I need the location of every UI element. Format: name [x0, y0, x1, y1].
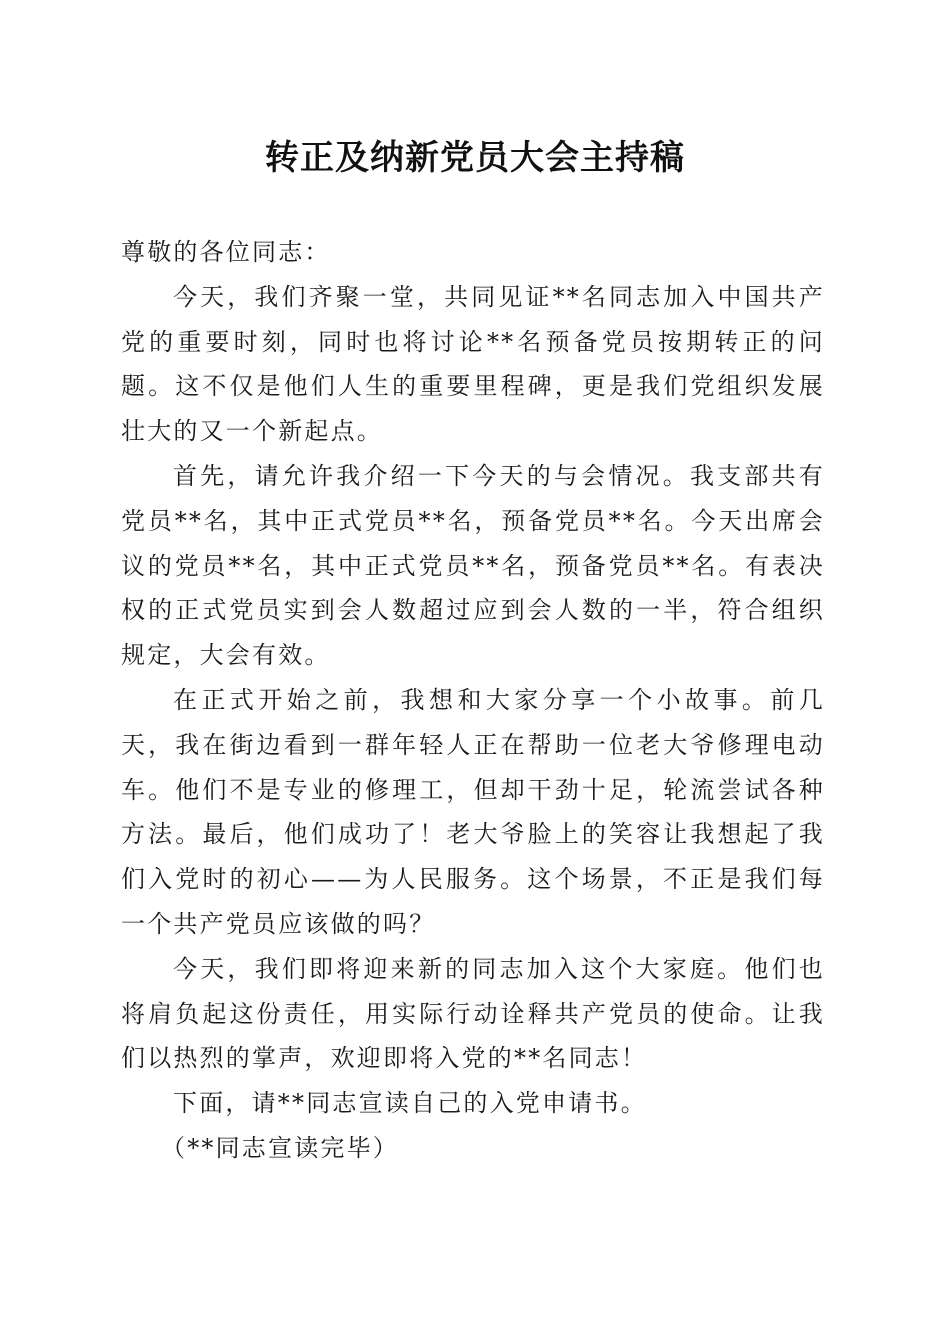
salutation: 尊敬的各位同志： — [121, 238, 331, 266]
paragraph-welcome: 今天，我们即将迎来新的同志加入这个大家庭。他们也将肩负起这份责任，用实际行动诠释共产党员的使命。让我们以热烈的掌声，欢迎即将入党的**名同志！ — [121, 954, 825, 1073]
paragraph-attendance: 首先，请允许我介绍一下今天的与会情况。我支部共有党员**名，其中正式党员**名，预备党员**名。今天出席会议的党员**名，其中正式党员**名，预备党员**名。有表决权的正式党员实到会人数超过应到会人数的一半，符合组织规定，大会有效。 — [121, 461, 825, 670]
document-body — [121, 230, 825, 1171]
paragraph-stage-note: （**同志宣读完毕） — [161, 1133, 399, 1162]
paragraph-next-step: 下面，请**同志宣读自己的入党申请书。 — [173, 1089, 647, 1118]
paragraph-story: 在正式开始之前，我想和大家分享一个小故事。前几天，我在街边看到一群年轻人正在帮助一位老大爷修理电动车。他们不是专业的修理工，但却干劲十足，轮流尝试各种方法。最后，他们成功了！老大爷脸上的笑容让我想起了我们入党时的初心——为人民服务。这个场景，不正是我们每一个共产党员应该做的吗？ — [121, 685, 825, 938]
paragraph-intro: 今天，我们齐聚一堂，共同见证**名同志加入中国共产党的重要时刻，同时也将讨论**名预备党员按期转正的问题。这不仅是他们人生的重要里程碑，更是我们党组织发展壮大的又一个新起点。 — [121, 282, 825, 446]
document-title: 转正及纳新党员大会主持稿 — [265, 138, 685, 178]
